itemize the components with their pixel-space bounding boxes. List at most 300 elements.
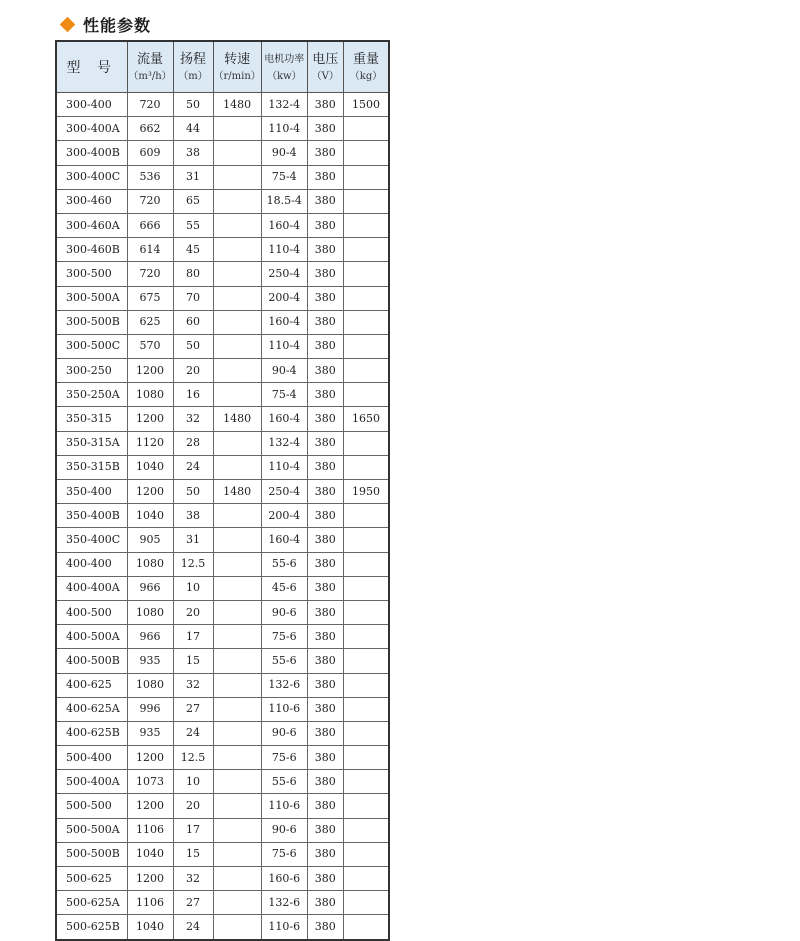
cell-head: 24 [173, 915, 213, 940]
cell-head: 70 [173, 286, 213, 310]
cell-power: 132-6 [261, 673, 307, 697]
cell-head: 55 [173, 213, 213, 237]
cell-flow: 1040 [127, 455, 173, 479]
cell-power: 160-4 [261, 213, 307, 237]
header-weight [343, 41, 389, 93]
cell-voltage: 380 [307, 310, 343, 334]
table-row [56, 576, 389, 600]
cell-voltage: 380 [307, 141, 343, 165]
table-row [56, 141, 389, 165]
header-voltage [307, 41, 343, 93]
cell-model: 300-460A [56, 213, 127, 237]
table-row [56, 165, 389, 189]
header-flow-label: 流量 [136, 51, 163, 67]
cell-model: 500-625 [56, 867, 127, 891]
cell-speed [213, 915, 261, 940]
header-head-label: 扬程 [179, 51, 206, 67]
cell-power: 160-6 [261, 867, 307, 891]
cell-power: 132-6 [261, 891, 307, 915]
table-row [56, 504, 389, 528]
cell-voltage: 380 [307, 407, 343, 431]
header-flow-unit: （m³/h） [128, 70, 172, 82]
cell-flow: 1200 [127, 480, 173, 504]
table-row [56, 213, 389, 237]
cell-speed [213, 746, 261, 770]
cell-speed [213, 431, 261, 455]
cell-speed [213, 721, 261, 745]
cell-weight [343, 673, 389, 697]
cell-flow: 720 [127, 189, 173, 213]
cell-model: 350-400 [56, 480, 127, 504]
cell-head: 24 [173, 721, 213, 745]
header-weight-label: 重量 [353, 51, 380, 67]
header-speed [213, 41, 261, 93]
cell-speed [213, 794, 261, 818]
cell-model: 300-500A [56, 286, 127, 310]
cell-power: 55-6 [261, 649, 307, 673]
table-row [56, 915, 389, 940]
cell-model: 300-500 [56, 262, 127, 286]
cell-head: 44 [173, 117, 213, 141]
cell-power: 55-6 [261, 770, 307, 794]
cell-speed [213, 600, 261, 624]
cell-voltage: 380 [307, 165, 343, 189]
cell-model: 500-625B [56, 915, 127, 940]
cell-flow: 1106 [127, 891, 173, 915]
cell-speed [213, 117, 261, 141]
cell-head: 15 [173, 649, 213, 673]
table-row [56, 818, 389, 842]
cell-voltage: 380 [307, 697, 343, 721]
header-head [173, 41, 213, 93]
cell-model: 300-400A [56, 117, 127, 141]
cell-power: 160-4 [261, 310, 307, 334]
cell-weight [343, 746, 389, 770]
cell-voltage: 380 [307, 552, 343, 576]
cell-speed [213, 504, 261, 528]
cell-speed [213, 334, 261, 358]
table-row [56, 721, 389, 745]
table-row [56, 455, 389, 479]
cell-model: 350-400B [56, 504, 127, 528]
cell-speed [213, 213, 261, 237]
cell-voltage: 380 [307, 431, 343, 455]
cell-power: 132-4 [261, 431, 307, 455]
table-row [56, 480, 389, 504]
cell-power: 90-4 [261, 141, 307, 165]
table-row [56, 310, 389, 334]
cell-speed [213, 286, 261, 310]
cell-flow: 1200 [127, 746, 173, 770]
table-row [56, 189, 389, 213]
cell-model: 500-500 [56, 794, 127, 818]
cell-weight: 1500 [343, 93, 389, 117]
cell-speed [213, 867, 261, 891]
cell-power: 200-4 [261, 504, 307, 528]
cell-head: 38 [173, 141, 213, 165]
cell-head: 24 [173, 455, 213, 479]
cell-head: 28 [173, 431, 213, 455]
cell-weight [343, 600, 389, 624]
cell-voltage: 380 [307, 649, 343, 673]
cell-voltage: 380 [307, 794, 343, 818]
header-weight-unit: （kg） [349, 70, 383, 82]
cell-voltage: 380 [307, 746, 343, 770]
diamond-icon [60, 16, 76, 32]
cell-flow: 609 [127, 141, 173, 165]
cell-model: 300-400B [56, 141, 127, 165]
cell-flow: 1040 [127, 842, 173, 866]
cell-speed [213, 262, 261, 286]
cell-model: 500-500A [56, 818, 127, 842]
cell-head: 10 [173, 576, 213, 600]
cell-voltage: 380 [307, 213, 343, 237]
cell-speed [213, 141, 261, 165]
cell-power: 45-6 [261, 576, 307, 600]
table-row [56, 334, 389, 358]
cell-model: 400-625 [56, 673, 127, 697]
table-row [56, 794, 389, 818]
cell-power: 90-4 [261, 359, 307, 383]
cell-weight [343, 286, 389, 310]
cell-flow: 675 [127, 286, 173, 310]
table-row [56, 867, 389, 891]
cell-model: 300-400C [56, 165, 127, 189]
cell-head: 80 [173, 262, 213, 286]
cell-power: 110-4 [261, 117, 307, 141]
header-voltage-unit: （V） [311, 70, 339, 82]
header-model [56, 41, 127, 93]
cell-head: 20 [173, 794, 213, 818]
cell-speed [213, 359, 261, 383]
cell-power: 110-4 [261, 334, 307, 358]
cell-weight [343, 262, 389, 286]
table-header-row [56, 41, 389, 93]
cell-power: 55-6 [261, 552, 307, 576]
cell-flow: 1073 [127, 770, 173, 794]
cell-head: 50 [173, 480, 213, 504]
cell-weight [343, 504, 389, 528]
cell-power: 75-6 [261, 842, 307, 866]
cell-head: 60 [173, 310, 213, 334]
cell-voltage: 380 [307, 625, 343, 649]
cell-voltage: 380 [307, 528, 343, 552]
cell-model: 400-625B [56, 721, 127, 745]
table-row [56, 770, 389, 794]
cell-head: 20 [173, 600, 213, 624]
cell-speed: 1480 [213, 407, 261, 431]
cell-weight [343, 359, 389, 383]
cell-model: 500-400A [56, 770, 127, 794]
table-body [56, 93, 389, 940]
cell-weight [343, 649, 389, 673]
cell-voltage: 380 [307, 455, 343, 479]
cell-weight [343, 310, 389, 334]
cell-flow: 1040 [127, 915, 173, 940]
cell-head: 32 [173, 867, 213, 891]
cell-power: 110-4 [261, 238, 307, 262]
cell-model: 350-315 [56, 407, 127, 431]
cell-speed: 1480 [213, 93, 261, 117]
cell-weight [343, 867, 389, 891]
cell-flow: 625 [127, 310, 173, 334]
cell-speed [213, 165, 261, 189]
cell-head: 27 [173, 697, 213, 721]
cell-voltage: 380 [307, 770, 343, 794]
cell-power: 90-6 [261, 721, 307, 745]
table-row [56, 93, 389, 117]
cell-voltage: 380 [307, 117, 343, 141]
table-row [56, 117, 389, 141]
cell-voltage: 380 [307, 262, 343, 286]
cell-flow: 720 [127, 262, 173, 286]
table-row [56, 359, 389, 383]
cell-model: 300-250 [56, 359, 127, 383]
cell-speed [213, 238, 261, 262]
cell-model: 400-500B [56, 649, 127, 673]
cell-flow: 570 [127, 334, 173, 358]
table-row [56, 528, 389, 552]
cell-power: 250-4 [261, 480, 307, 504]
cell-flow: 614 [127, 238, 173, 262]
cell-speed [213, 818, 261, 842]
cell-power: 110-4 [261, 455, 307, 479]
cell-weight [343, 697, 389, 721]
header-model-label: 型 号 [66, 60, 117, 76]
cell-voltage: 380 [307, 673, 343, 697]
table-row [56, 431, 389, 455]
cell-speed [213, 673, 261, 697]
cell-flow: 1200 [127, 359, 173, 383]
cell-voltage: 380 [307, 818, 343, 842]
cell-head: 31 [173, 528, 213, 552]
cell-head: 12.5 [173, 746, 213, 770]
cell-flow: 1080 [127, 552, 173, 576]
cell-head: 65 [173, 189, 213, 213]
header-head-unit: （m） [178, 70, 208, 82]
cell-voltage: 380 [307, 383, 343, 407]
cell-speed [213, 697, 261, 721]
cell-model: 300-500C [56, 334, 127, 358]
table-row [56, 238, 389, 262]
cell-weight [343, 552, 389, 576]
cell-speed [213, 842, 261, 866]
cell-power: 110-6 [261, 794, 307, 818]
cell-head: 20 [173, 359, 213, 383]
table-row [56, 383, 389, 407]
cell-power: 200-4 [261, 286, 307, 310]
cell-weight [343, 334, 389, 358]
cell-weight [343, 794, 389, 818]
cell-power: 160-4 [261, 528, 307, 552]
cell-power: 110-6 [261, 915, 307, 940]
header-speed-unit: （r/min） [213, 70, 261, 82]
cell-voltage: 380 [307, 93, 343, 117]
cell-speed [213, 649, 261, 673]
cell-weight [343, 625, 389, 649]
cell-head: 10 [173, 770, 213, 794]
cell-model: 350-250A [56, 383, 127, 407]
cell-voltage: 380 [307, 576, 343, 600]
header-power [261, 41, 307, 93]
cell-model: 300-400 [56, 93, 127, 117]
cell-model: 350-315B [56, 455, 127, 479]
cell-power: 250-4 [261, 262, 307, 286]
cell-voltage: 380 [307, 891, 343, 915]
cell-speed [213, 891, 261, 915]
cell-head: 27 [173, 891, 213, 915]
cell-weight [343, 165, 389, 189]
cell-weight [343, 189, 389, 213]
cell-speed [213, 528, 261, 552]
cell-head: 31 [173, 165, 213, 189]
cell-voltage: 380 [307, 867, 343, 891]
cell-power: 90-6 [261, 818, 307, 842]
cell-weight: 1650 [343, 407, 389, 431]
cell-head: 12.5 [173, 552, 213, 576]
cell-weight [343, 576, 389, 600]
cell-power: 75-6 [261, 625, 307, 649]
cell-voltage: 380 [307, 238, 343, 262]
header-power-label: 电机功率 [264, 53, 305, 65]
cell-speed [213, 625, 261, 649]
cell-weight [343, 238, 389, 262]
table-row [56, 891, 389, 915]
cell-head: 32 [173, 407, 213, 431]
cell-voltage: 380 [307, 286, 343, 310]
cell-power: 75-4 [261, 383, 307, 407]
cell-head: 16 [173, 383, 213, 407]
cell-model: 400-400A [56, 576, 127, 600]
cell-flow: 1080 [127, 383, 173, 407]
cell-voltage: 380 [307, 359, 343, 383]
cell-flow: 662 [127, 117, 173, 141]
cell-head: 38 [173, 504, 213, 528]
cell-weight [343, 117, 389, 141]
cell-weight [343, 431, 389, 455]
cell-voltage: 380 [307, 842, 343, 866]
cell-flow: 1200 [127, 794, 173, 818]
cell-flow: 966 [127, 576, 173, 600]
cell-weight [343, 213, 389, 237]
cell-head: 50 [173, 93, 213, 117]
table-row [56, 697, 389, 721]
cell-speed [213, 770, 261, 794]
cell-model: 500-625A [56, 891, 127, 915]
table-row [56, 552, 389, 576]
table-row [56, 600, 389, 624]
cell-flow: 666 [127, 213, 173, 237]
cell-flow: 905 [127, 528, 173, 552]
cell-speed [213, 189, 261, 213]
cell-power: 75-4 [261, 165, 307, 189]
cell-weight [343, 891, 389, 915]
cell-speed [213, 576, 261, 600]
cell-weight [343, 528, 389, 552]
cell-model: 500-400 [56, 746, 127, 770]
cell-model: 400-625A [56, 697, 127, 721]
header-flow [127, 41, 173, 93]
cell-flow: 720 [127, 93, 173, 117]
cell-model: 400-400 [56, 552, 127, 576]
table-row [56, 746, 389, 770]
cell-speed [213, 383, 261, 407]
cell-model: 350-315A [56, 431, 127, 455]
table-row [56, 842, 389, 866]
cell-power: 132-4 [261, 93, 307, 117]
cell-power: 160-4 [261, 407, 307, 431]
cell-weight [343, 141, 389, 165]
table-row [56, 286, 389, 310]
performance-table [55, 40, 390, 941]
cell-weight [343, 383, 389, 407]
cell-power: 18.5-4 [261, 189, 307, 213]
cell-model: 350-400C [56, 528, 127, 552]
cell-flow: 996 [127, 697, 173, 721]
cell-weight [343, 842, 389, 866]
cell-weight: 1950 [343, 480, 389, 504]
cell-model: 500-500B [56, 842, 127, 866]
cell-power: 90-6 [261, 600, 307, 624]
cell-model: 300-460 [56, 189, 127, 213]
cell-weight [343, 721, 389, 745]
cell-flow: 1200 [127, 867, 173, 891]
cell-voltage: 380 [307, 600, 343, 624]
cell-head: 15 [173, 842, 213, 866]
cell-power: 75-6 [261, 746, 307, 770]
cell-speed: 1480 [213, 480, 261, 504]
section-header [60, 12, 151, 36]
cell-flow: 935 [127, 721, 173, 745]
cell-flow: 1120 [127, 431, 173, 455]
cell-flow: 1106 [127, 818, 173, 842]
cell-weight [343, 455, 389, 479]
cell-flow: 1040 [127, 504, 173, 528]
cell-weight [343, 818, 389, 842]
cell-flow: 536 [127, 165, 173, 189]
cell-head: 17 [173, 625, 213, 649]
cell-head: 32 [173, 673, 213, 697]
header-speed-label: 转速 [224, 51, 251, 67]
cell-voltage: 380 [307, 721, 343, 745]
table-row [56, 625, 389, 649]
cell-speed [213, 310, 261, 334]
cell-flow: 1080 [127, 600, 173, 624]
cell-voltage: 380 [307, 504, 343, 528]
cell-power: 110-6 [261, 697, 307, 721]
cell-model: 300-460B [56, 238, 127, 262]
cell-voltage: 380 [307, 915, 343, 940]
cell-flow: 966 [127, 625, 173, 649]
cell-flow: 1200 [127, 407, 173, 431]
cell-model: 400-500A [56, 625, 127, 649]
table-row [56, 262, 389, 286]
table-row [56, 407, 389, 431]
cell-speed [213, 455, 261, 479]
cell-head: 50 [173, 334, 213, 358]
cell-voltage: 380 [307, 189, 343, 213]
cell-flow: 1080 [127, 673, 173, 697]
cell-voltage: 380 [307, 334, 343, 358]
header-voltage-label: 电压 [312, 51, 339, 67]
table-row [56, 649, 389, 673]
header-power-unit: （kw） [266, 70, 302, 82]
cell-voltage: 380 [307, 480, 343, 504]
cell-weight [343, 770, 389, 794]
section-title: 性能参数 [83, 15, 152, 35]
cell-speed [213, 552, 261, 576]
cell-head: 45 [173, 238, 213, 262]
